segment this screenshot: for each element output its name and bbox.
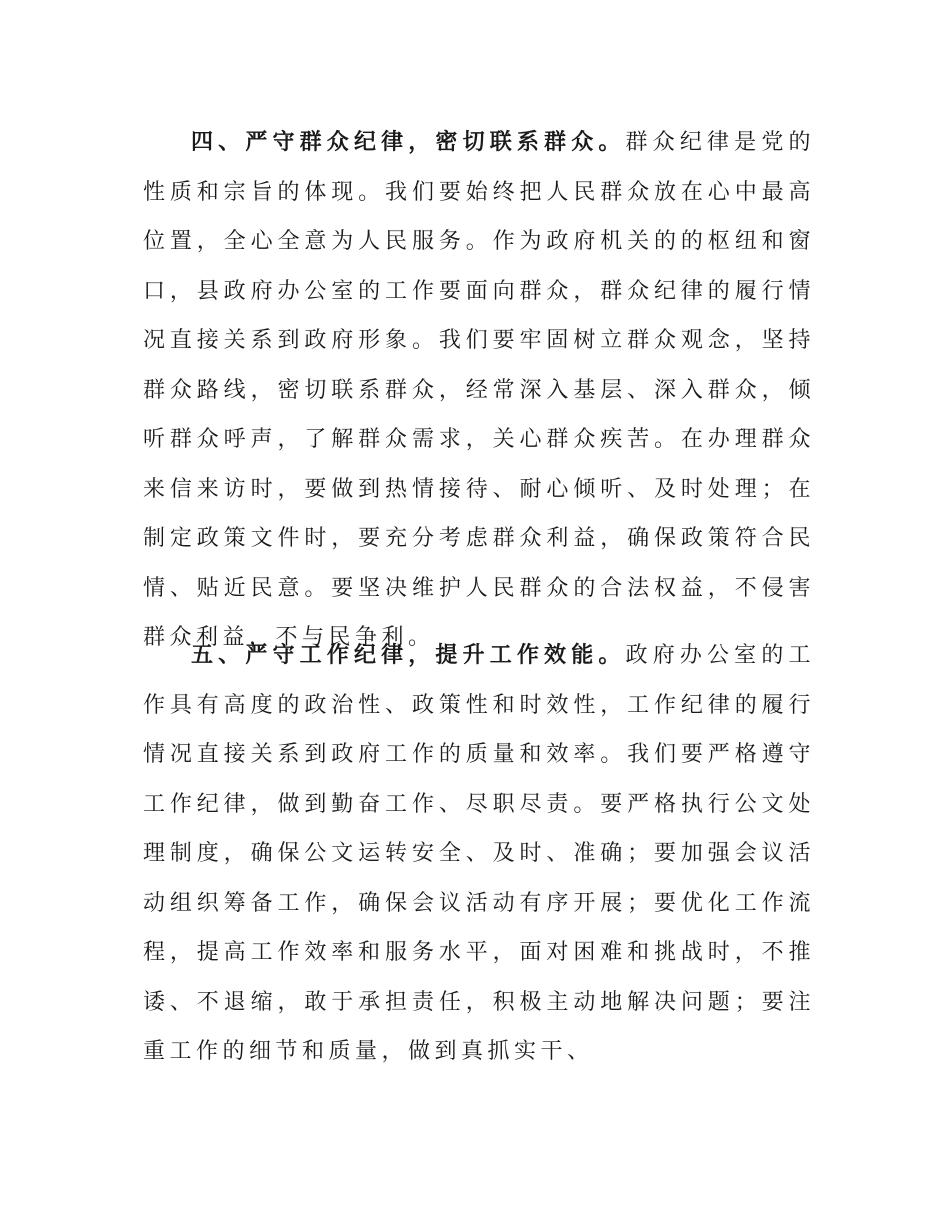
section-five-paragraph	[143, 631, 815, 1077]
section-four-body: 群众纪律是党的性质和宗旨的体现。我们要始终把人民群众放在心中最高位置，全心全意为人民服务。作为政府机关的的枢纽和窗口，县政府办公室的工作要面向群众，群众纪律的履行情况直接关系到政府形象。我们要牢固树立群众观念，坚持群众路线，密切联系群众，经常深入基层、深入群众，倾听群众呼声，了解群众需求，关心群众疾苦。在办理群众来信来访时，要做到热情接待、耐心倾听、及时处理；在制定政策文件时，要充分考虑群众利益，确保政策符合民情、贴近民意。要坚决维护人民群众的合法权益，不侵害群众利益，不与民争利。	[143, 130, 815, 650]
section-five-body: 政府办公室的工作具有高度的政治性、政策性和时效性，工作纪律的履行情况直接关系到政府工作的质量和效率。我们要严格遵守工作纪律，做到勤奋工作、尽职尽责。要严格执行公文处理制度，确保公文运转安全、及时、准确；要加强会议活动组织筹备工作，确保会议活动有序开展；要优化工作流程，提高工作效率和服务水平，面对困难和挑战时，不推诿、不退缩，敢于承担责任，积极主动地解决问题；要注重工作的细节和质量，做到真抓实干、	[143, 643, 815, 1064]
section-four-paragraph	[143, 118, 815, 663]
section-four-heading: 四、严守群众纪律，密切联系群众。	[191, 130, 626, 155]
section-five-heading: 五、严守工作纪律，提升工作效能。	[191, 643, 626, 668]
